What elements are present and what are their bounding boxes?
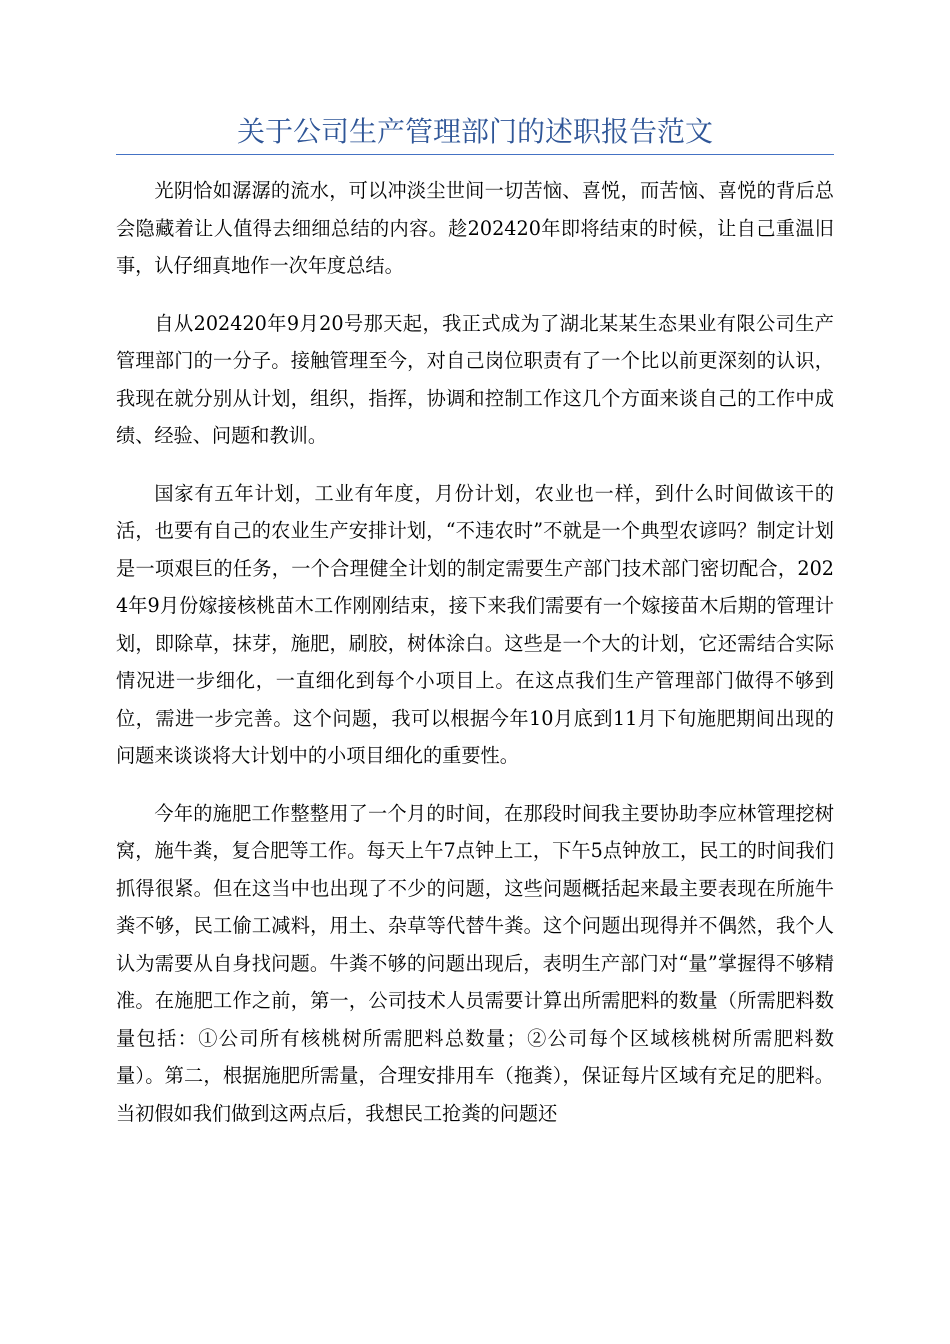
document-title: 关于公司生产管理部门的述职报告范文 <box>236 115 713 148</box>
paragraph-1: 光阴恰如潺潺的流水，可以冲淡尘世间一切苦恼、喜悦，而苦恼、喜悦的背后总会隐藏着让人值得去细细总结的内容。趁202420年即将结束的时候，让自己重温旧事，认仔细真地作一次年度总结。 <box>116 179 834 277</box>
paragraph-4: 今年的施肥工作整整用了一个月的时间，在那段时间我主要协助李应林管理挖树窝，施牛粪，复合肥等工作。每天上午7点钟上工，下午5点钟放工，民工的时间我们抓得很紧。但在这当中也出现了不少的问题，这些问题概括起来最主要表现在所施牛粪不够，民工偷工减料，用土、杂草等代替牛粪。这个问题出现得并不偶然，我个人认为需要从自身找问题。牛粪不够的问题出现后，表明生产部门对“量”掌握得不够精准。在施肥工作之前，第一，公司技术人员需要计算出所需肥料的数量（所需肥料数量包括：①公司所有核桃树所需肥料总数量；②公司每个区域核桃树所需肥料数量）。第二，根据施肥所需量，合理安排用车（拖粪），保证每片区域有充足的肥料。当初假如我们做到这两点后，我想民工抢粪的问题还 <box>116 801 834 1125</box>
title-underline <box>116 154 834 155</box>
paragraph-2: 自从202420年9月20号那天起，我正式成为了湖北某某生态果业有限公司生产管理部门的一分子。接触管理至今，对自己岗位职责有了一个比以前更深刻的认识，我现在就分别从计划，组织，指挥，协调和控制工作这几个方面来谈自己的工作中成绩、经验、问题和教训。 <box>116 311 834 447</box>
document-body <box>116 172 834 1152</box>
paragraph-3: 国家有五年计划，工业有年度，月份计划，农业也一样，到什么时间做该干的活，也要有自己的农业生产安排计划，“不违农时”不就是一个典型农谚吗？制定计划是一项艰巨的任务，一个合理健全计划的制定需要生产部门技术部门密切配合，2024年9月份嫁接核桃苗木工作刚刚结束，接下来我们需要有一个嫁接苗木后期的管理计划，即除草，抹芽，施肥，刷胶，树体涂白。这些是一个大的计划，它还需结合实际情况进一步细化，一直细化到每个小项目上。在这点我们生产管理部门做得不够到位，需进一步完善。这个问题，我可以根据今年10月底到11月下旬施肥期间出现的问题来谈谈将大计划中的小项目细化的重要性。 <box>116 481 834 767</box>
